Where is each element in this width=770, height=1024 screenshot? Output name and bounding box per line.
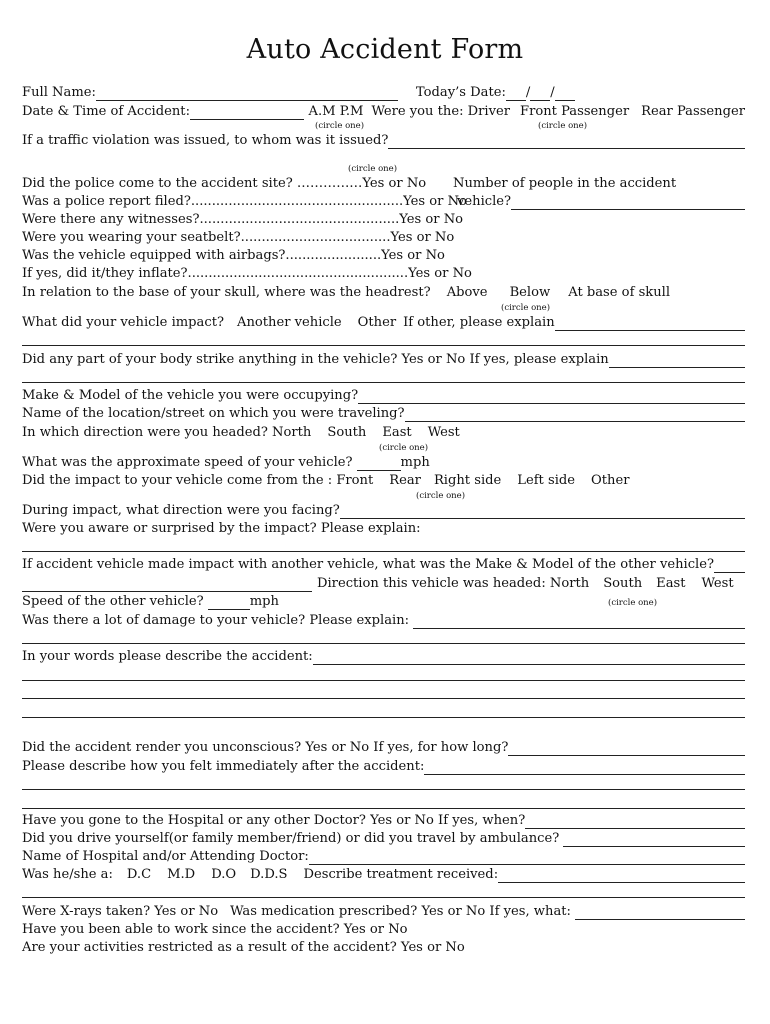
damage-row xyxy=(22,612,745,629)
facing-field[interactable] xyxy=(340,505,745,519)
treatment-label: Describe treatment received: xyxy=(303,867,499,882)
vehicle-impact-row xyxy=(22,314,745,331)
dds-option[interactable]: D.D.S xyxy=(250,867,288,882)
accident-datetime-label: Date & Time of Accident: xyxy=(22,104,190,119)
describe-field[interactable] xyxy=(313,651,745,665)
rear-passenger-option[interactable]: Rear Passenger xyxy=(641,104,745,119)
answer-line[interactable] xyxy=(22,551,745,552)
speed-unit: mph xyxy=(400,455,430,470)
transport-row xyxy=(22,830,745,847)
circle-one-hint: (circle one) xyxy=(608,598,658,608)
transport-field[interactable] xyxy=(563,833,745,847)
witnesses-row xyxy=(22,211,745,228)
date-year-field[interactable] xyxy=(555,87,575,101)
full-name-row xyxy=(22,84,745,101)
location-field[interactable] xyxy=(405,408,745,422)
airbags-inflate-row xyxy=(22,265,745,282)
answer-line[interactable] xyxy=(22,643,745,644)
speed-question: What was the approximate speed of your vehicle? xyxy=(22,455,353,470)
location-row xyxy=(22,405,745,422)
speed-row xyxy=(22,454,745,471)
felt-question: Please describe how you felt immediately after the accident: xyxy=(22,759,425,774)
aware-row xyxy=(22,520,745,537)
answer-line[interactable] xyxy=(22,698,745,699)
speed-field[interactable] xyxy=(357,457,401,471)
headrest-below-option[interactable]: Below xyxy=(509,285,551,300)
police-site-question[interactable]: Did the police come to the accident site? ……………Yes or No xyxy=(22,176,427,191)
people-count-label: Number of people in the accident xyxy=(453,176,677,191)
vehicle-impact-question: What did your vehicle impact? xyxy=(22,315,224,330)
describe-row xyxy=(22,648,745,665)
other-south-option[interactable]: South xyxy=(603,576,643,591)
other-vehicle-field-cont[interactable] xyxy=(22,578,312,592)
witnesses-question[interactable]: Were there any witnesses?................................................Yes or No xyxy=(22,212,464,227)
impact-explain-field[interactable] xyxy=(555,317,745,331)
dc-option[interactable]: D.C xyxy=(126,867,152,882)
other-vehicle-row xyxy=(22,556,745,573)
unconscious-row xyxy=(22,739,745,756)
accident-time-row xyxy=(22,103,745,120)
make-model-label: Make & Model of the vehicle you were occupying? xyxy=(22,388,359,403)
other-vehicle-field[interactable] xyxy=(714,559,745,573)
work-row xyxy=(22,921,745,938)
doctor-type-label: Was he/she a: xyxy=(22,867,113,882)
impact-right-option[interactable]: Right side xyxy=(433,473,502,488)
activities-question[interactable]: Are your activities restricted as a result of the accident? Yes or No xyxy=(22,940,465,955)
activities-row xyxy=(22,939,745,956)
circle-one-hint: (circle one) xyxy=(416,491,466,501)
traffic-violation-label: If a traffic violation was issued, to whom was it issued? xyxy=(22,133,389,148)
unconscious-field[interactable] xyxy=(508,742,745,756)
occupant-role-label[interactable]: Were you the: Driver xyxy=(371,104,510,119)
airbags-question[interactable]: Was the vehicle equipped with airbags?.......................Yes or No xyxy=(22,248,445,263)
airbags-row xyxy=(22,247,745,264)
answer-line[interactable] xyxy=(22,345,745,346)
police-site-row xyxy=(22,175,745,192)
date-month-field[interactable] xyxy=(506,87,526,101)
aware-question: Were you aware or surprised by the impact? Please explain: xyxy=(22,521,421,536)
answer-line[interactable] xyxy=(22,680,745,681)
damage-field[interactable] xyxy=(413,615,745,629)
impact-from-question[interactable]: Did the impact to your vehicle come from the : Front xyxy=(22,473,374,488)
seatbelt-row xyxy=(22,229,745,246)
answer-line[interactable] xyxy=(22,717,745,718)
answer-line[interactable] xyxy=(22,789,745,790)
people-count-field[interactable] xyxy=(511,196,745,210)
hospital-when-field[interactable] xyxy=(525,815,745,829)
vehicle-count-label: vehicle? xyxy=(457,194,512,209)
transport-question: Did you drive yourself(or family member/friend) or did you travel by ambulance? xyxy=(22,831,560,846)
location-label: Name of the location/street on which you were traveling? xyxy=(22,406,405,421)
impact-rear-option[interactable]: Rear xyxy=(389,473,421,488)
another-vehicle-option[interactable]: Another vehicle xyxy=(236,315,342,330)
date-slash: / xyxy=(550,85,555,100)
form-title: Auto Accident Form xyxy=(246,34,524,65)
other-speed-label: Speed of the other vehicle? xyxy=(22,594,204,609)
circle-one-hint: (circle one) xyxy=(379,443,429,453)
circle-one-hint: (circle one) xyxy=(501,303,551,313)
xray-row xyxy=(22,903,745,920)
md-option[interactable]: M.D xyxy=(167,867,196,882)
circle-one-hint: (circle one) xyxy=(315,121,365,131)
other-west-option[interactable]: West xyxy=(701,576,734,591)
body-strike-question: Did any part of your body strike anything in the vehicle? Yes or No If yes, please explain xyxy=(22,352,609,367)
answer-line[interactable] xyxy=(22,897,745,898)
todays-date-label: Today’s Date: xyxy=(415,85,506,100)
do-option[interactable]: D.O xyxy=(211,867,237,882)
impact-other-option[interactable]: Other xyxy=(591,473,630,488)
body-strike-field[interactable] xyxy=(609,354,745,368)
medication-question: Was medication prescribed? Yes or No If yes, what: xyxy=(230,904,571,919)
hospital-row xyxy=(22,812,745,829)
doctor-name-row xyxy=(22,848,745,865)
date-day-field[interactable] xyxy=(530,87,550,101)
doctor-name-field[interactable] xyxy=(309,851,745,865)
direction-east-option[interactable]: East xyxy=(382,425,412,440)
direction-row xyxy=(22,424,745,441)
direction-question[interactable]: In which direction were you headed? North xyxy=(22,425,312,440)
headrest-row xyxy=(22,284,745,301)
describe-label: In your words please describe the accident: xyxy=(22,649,313,664)
accident-datetime-field[interactable] xyxy=(190,106,304,120)
felt-row xyxy=(22,758,745,775)
traffic-violation-field[interactable] xyxy=(388,135,745,149)
direction-south-option[interactable]: South xyxy=(327,425,367,440)
doctor-type-row xyxy=(22,866,745,883)
impact-left-option[interactable]: Left side xyxy=(517,473,576,488)
police-report-row xyxy=(22,193,745,210)
unconscious-question: Did the accident render you unconscious? Yes or No If yes, for how long? xyxy=(22,740,509,755)
police-report-question[interactable]: Was a police report filed?...................................................Yes or No xyxy=(22,194,467,209)
am-pm-option[interactable]: A.M P.M xyxy=(308,104,364,119)
airbags-inflate-question[interactable]: If yes, did it/they inflate?.....................................................Yes or No xyxy=(22,266,472,281)
other-direction-label[interactable]: Direction this vehicle was headed: North xyxy=(317,576,590,591)
headrest-above-option[interactable]: Above xyxy=(446,285,488,300)
other-east-option[interactable]: East xyxy=(656,576,686,591)
damage-question: Was there a lot of damage to your vehicle? Please explain: xyxy=(22,613,410,628)
make-model-field[interactable] xyxy=(358,390,745,404)
felt-field[interactable] xyxy=(424,761,745,775)
direction-west-option[interactable]: West xyxy=(427,425,460,440)
headrest-base-option[interactable]: At base of skull xyxy=(568,285,671,300)
make-model-row xyxy=(22,387,745,404)
facing-question: During impact, what direction were you facing? xyxy=(22,503,340,518)
hospital-question: Have you gone to the Hospital or any other Doctor? Yes or No If yes, when? xyxy=(22,813,526,828)
traffic-violation-row xyxy=(22,132,745,149)
headrest-question: In relation to the base of your skull, where was the headrest? xyxy=(22,285,431,300)
doctor-name-label: Name of Hospital and/or Attending Doctor: xyxy=(22,849,309,864)
body-strike-row xyxy=(22,351,745,368)
circle-one-hint: (circle one) xyxy=(348,164,398,174)
xray-question[interactable]: Were X-rays taken? Yes or No xyxy=(22,904,219,919)
full-name-field[interactable] xyxy=(96,87,398,101)
other-explain-label: If other, please explain xyxy=(403,315,555,330)
answer-line[interactable] xyxy=(22,808,745,809)
other-speed-unit: mph xyxy=(249,594,279,609)
treatment-field[interactable] xyxy=(498,869,745,883)
other-option[interactable]: Other xyxy=(357,315,397,330)
answer-line[interactable] xyxy=(22,382,745,383)
circle-one-hint: (circle one) xyxy=(538,121,588,131)
impact-from-row xyxy=(22,472,745,489)
work-question[interactable]: Have you been able to work since the accident? Yes or No xyxy=(22,922,408,937)
date-slash: / xyxy=(525,85,531,100)
front-passenger-option[interactable]: Front Passenger xyxy=(520,104,630,119)
full-name-label: Full Name: xyxy=(22,85,96,100)
other-speed-field[interactable] xyxy=(208,596,250,610)
other-vehicle-question: If accident vehicle made impact with another vehicle, what was the Make & Model of the other vehicle? xyxy=(22,557,715,572)
facing-row xyxy=(22,502,745,519)
medication-field[interactable] xyxy=(575,906,745,920)
seatbelt-question[interactable]: Were you wearing your seatbelt?....................................Yes or No xyxy=(22,230,455,245)
other-direction-row xyxy=(22,575,745,592)
